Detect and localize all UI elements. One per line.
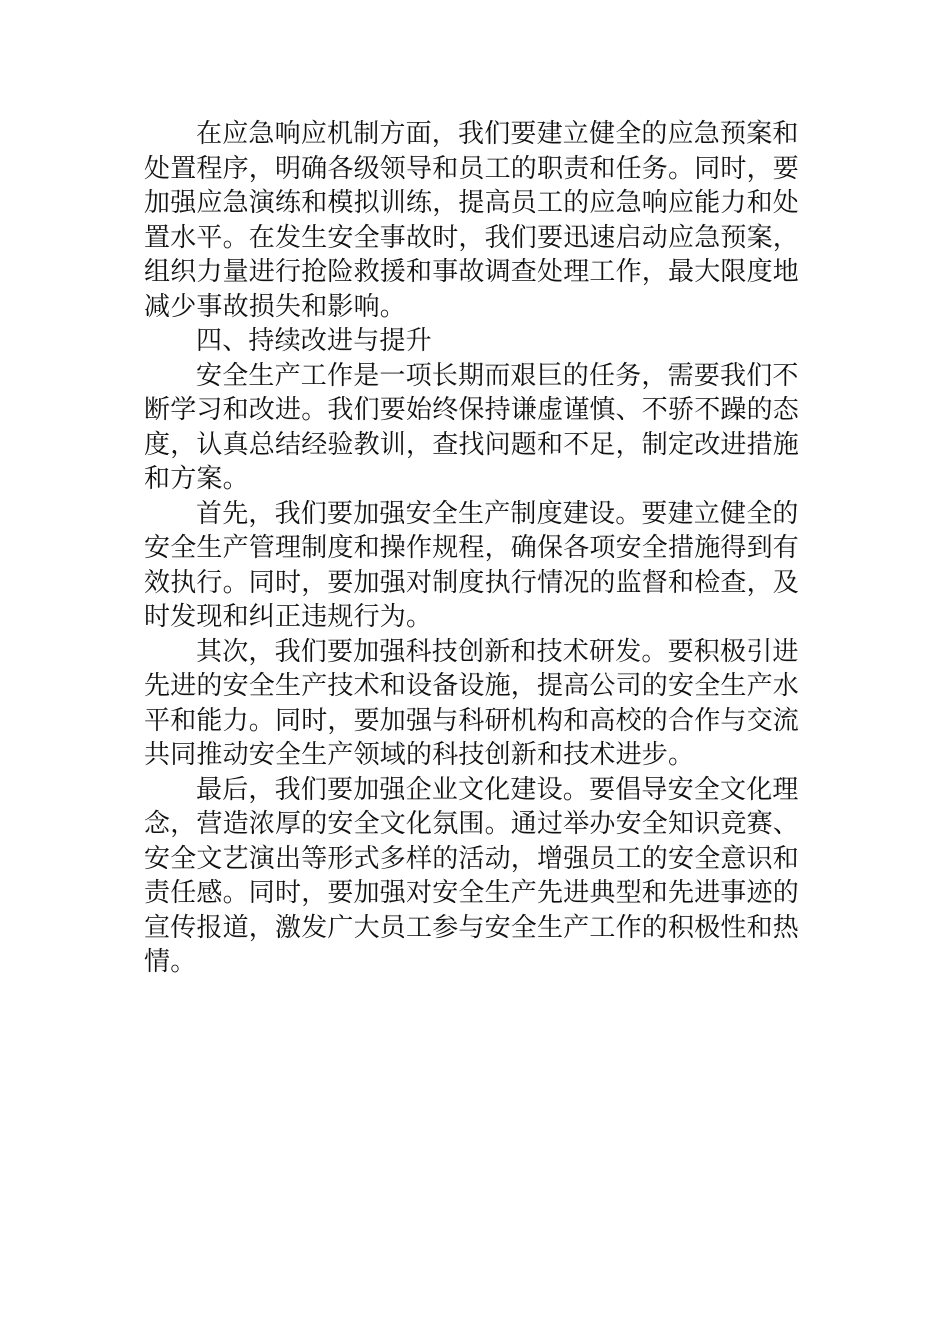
text-line: 宣传报道，激发广大员工参与安全生产工作的积极性和热 [144,912,800,943]
text-line: 和方案。 [144,464,249,494]
text-line: 平和能力。同时，要加强与科研机构和高校的合作与交流 [144,705,800,736]
text-line: 责任感。同时，要加强对安全生产先进典型和先进事迹的 [144,878,800,908]
text-line: 念，营造浓厚的安全文化氛围。通过举办安全知识竞赛、 [144,809,800,839]
text-line: 减少事故损失和影响。 [144,291,407,322]
section-heading: 四、持续改进与提升 [196,326,432,356]
text-line: 效执行。同时，要加强对制度执行情况的监督和检查，及 [144,567,800,598]
text-line: 组织力量进行抢险救援和事故调查处理工作，最大限度地 [144,257,800,287]
text-line: 置水平。在发生安全事故时，我们要迅速启动应急预案， [144,222,800,253]
text-line: 加强应急演练和模拟训练，提高员工的应急响应能力和处 [144,188,800,218]
text-line: 安全文艺演出等形式多样的活动，增强员工的安全意识和 [144,843,800,874]
text-line: 首先，我们要加强安全生产制度建设。要建立健全的 [196,498,799,529]
text-line: 共同推动安全生产领域的科技创新和技术进步。 [144,740,695,770]
text-line: 处置程序，明确各级领导和员工的职责和任务。同时，要 [144,153,800,184]
text-line: 其次，我们要加强科技创新和技术研发。要积极引进 [196,636,799,667]
text-line: 度，认真总结经验教训，查找问题和不足，制定改进措施 [144,429,800,460]
text-line: 先进的安全生产技术和设备设施，提高公司的安全生产水 [144,671,800,701]
text-line: 情。 [144,947,197,977]
document-body [144,117,808,980]
text-line: 安全生产管理制度和操作规程，确保各项安全措施得到有 [144,533,800,563]
text-line: 断学习和改进。我们要始终保持谦虚谨慎、不骄不躁的态 [144,395,800,425]
text-line: 最后，我们要加强企业文化建设。要倡导安全文化理 [196,774,799,805]
text-line: 时发现和纠正违规行为。 [144,602,433,632]
text-line: 在应急响应机制方面，我们要建立健全的应急预案和 [196,119,799,149]
text-line: 安全生产工作是一项长期而艰巨的任务，需要我们不 [196,360,799,391]
